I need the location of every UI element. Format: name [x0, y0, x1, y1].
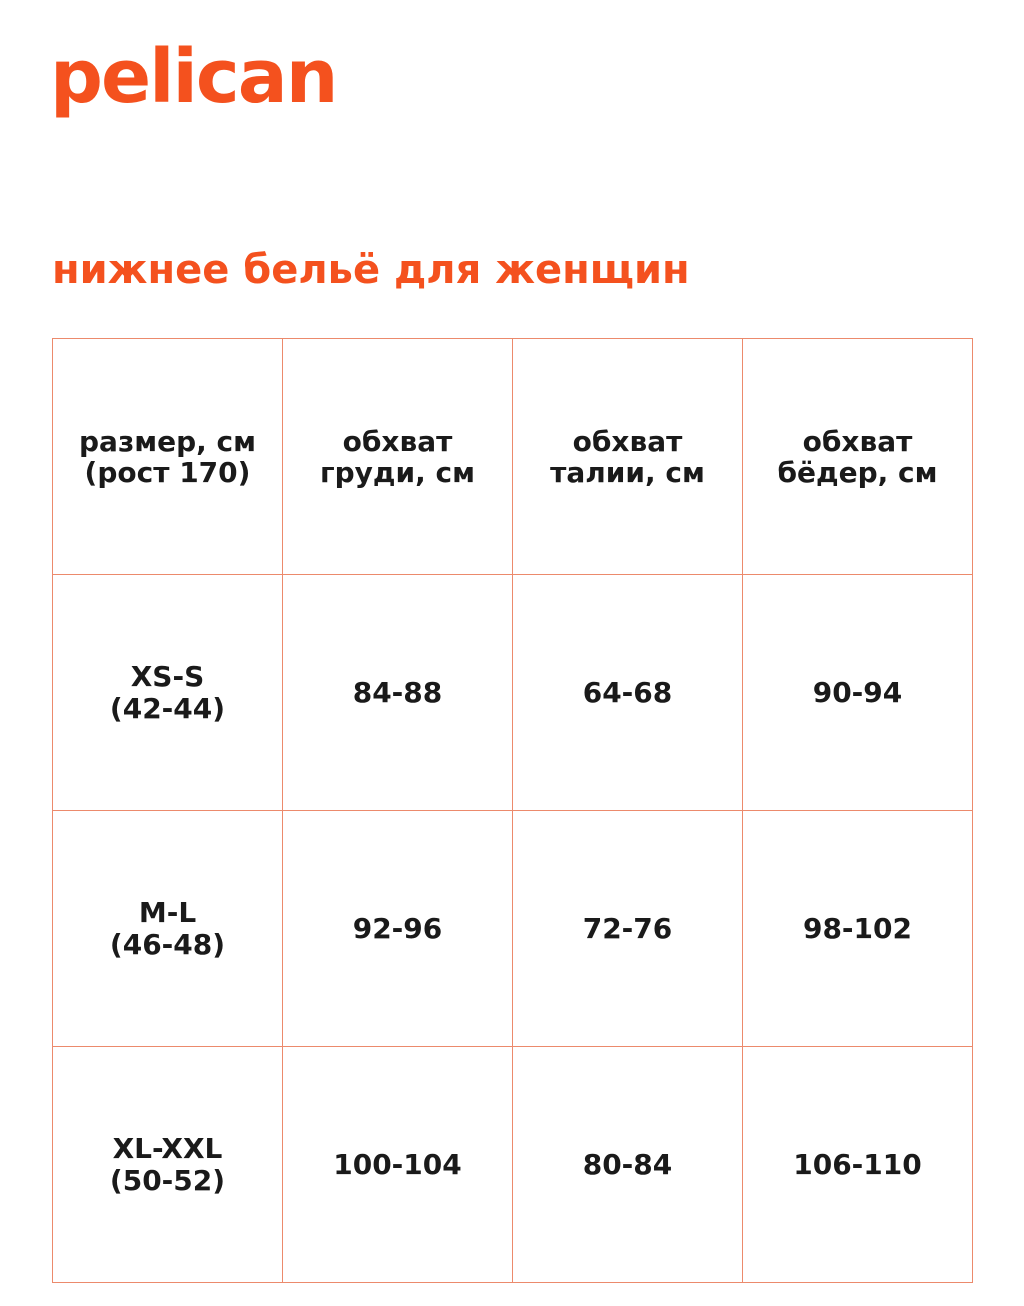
cell-size — [53, 811, 283, 1047]
table-row — [53, 575, 973, 811]
header-size-line2: (рост 170) — [84, 455, 251, 489]
header-hips-line1: обхват — [802, 424, 913, 458]
header-bust-line2: груди, см — [319, 455, 476, 489]
header-size — [53, 339, 283, 575]
header-waist-line2: талии, см — [550, 455, 705, 489]
cell-bust: 84-88 — [283, 575, 513, 811]
cell-waist: 72-76 — [513, 811, 743, 1047]
size-label: XL-XXL — [112, 1131, 223, 1165]
header-bust-line1: обхват — [342, 424, 453, 458]
size-ru: (50-52) — [109, 1163, 226, 1197]
header-waist-line1: обхват — [572, 424, 683, 458]
header-hips-line2: бёдер, см — [777, 455, 938, 489]
size-ru: (46-48) — [109, 927, 226, 961]
table-row — [53, 811, 973, 1047]
header-hips — [743, 339, 973, 575]
cell-waist: 80-84 — [513, 1047, 743, 1283]
brand-logo: pelican — [50, 34, 337, 120]
cell-hips: 98-102 — [743, 811, 973, 1047]
cell-hips: 90-94 — [743, 575, 973, 811]
size-label: XS-S — [130, 659, 205, 693]
page-title: нижнее бельё для женщин — [52, 247, 690, 293]
table-header-row — [53, 339, 973, 575]
header-size-line1: размер, см — [79, 424, 256, 458]
header-waist — [513, 339, 743, 575]
cell-bust: 92-96 — [283, 811, 513, 1047]
cell-hips: 106-110 — [743, 1047, 973, 1283]
size-label: M-L — [138, 895, 197, 929]
size-ru: (42-44) — [109, 691, 226, 725]
table-row — [53, 1047, 973, 1283]
cell-waist: 64-68 — [513, 575, 743, 811]
cell-size — [53, 575, 283, 811]
header-bust — [283, 339, 513, 575]
cell-size — [53, 1047, 283, 1283]
size-chart-table — [52, 338, 973, 1283]
cell-bust: 100-104 — [283, 1047, 513, 1283]
